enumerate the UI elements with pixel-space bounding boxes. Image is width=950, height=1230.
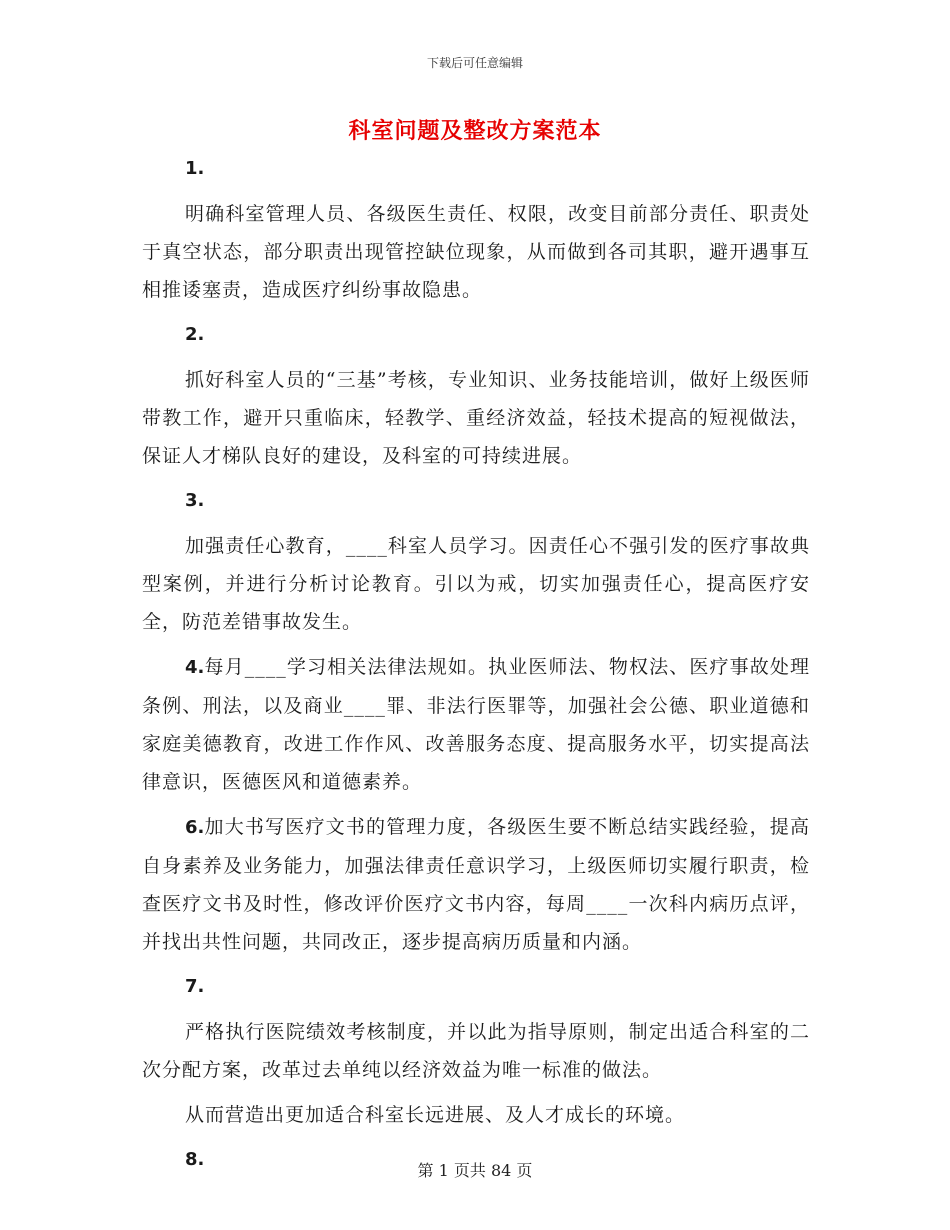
paragraph-6-text: 加大书写医疗文书的管理力度，各级医生要不断总结实践经验，提高自身素养及业务能力，加强法律责任意识学习，上级医师切实履行职责，检查医疗文书及时性，修改评价医疗文书内容，每周____一次科内病历点评，并找出共性问题，共同改正，逐步提高病历质量和内涵。 — [142, 816, 810, 953]
section-number-6: 6. — [185, 817, 205, 838]
section-number-8: 8. — [185, 1149, 205, 1170]
section-number-7: 7. — [185, 976, 205, 997]
paragraph-6 — [142, 808, 810, 961]
page-number: 第 1 页共 84 页 — [417, 1161, 533, 1180]
paragraph-7a: 严格执行医院绩效考核制度，并以此为指导原则，制定出适合科室的二次分配方案，改革过去单纯以经济效益为唯一标准的做法。 — [142, 1021, 810, 1081]
paragraph-3: 加强责任心教育，____科室人员学习。因责任心不强引发的医疗事故典型案例，并进行分析讨论教育。引以为戒，切实加强责任心，提高医疗安全，防范差错事故发生。 — [142, 535, 810, 633]
paragraph-7b: 从而营造出更加适合科室长远进展、及人才成长的环境。 — [185, 1104, 686, 1126]
page-header-note: 下载后可任意编辑 — [426, 56, 523, 70]
paragraph-1: 明确科室管理人员、各级医生责任、权限，改变目前部分责任、职责处于真空状态，部分职责出现管控缺位现象，从而做到各司其职，避开遇事互相推诿塞责，造成医疗纠纷事故隐患。 — [142, 203, 810, 301]
paragraph-2: 抓好科室人员的“三基”考核，专业知识、业务技能培训，做好上级医师带教工作，避开只重临床，轻教学、重经济效益，轻技术提高的短视做法，保证人才梯队良好的建设，及科室的可持续进展。 — [142, 369, 810, 467]
section-number-2: 2. — [185, 324, 205, 345]
document-title: 科室问题及整改方案范本 — [348, 118, 602, 144]
section-number-3: 3. — [185, 490, 205, 511]
document-body — [142, 150, 810, 1186]
section-number-4: 4. — [185, 657, 205, 678]
section-number-1: 1. — [185, 158, 205, 179]
paragraph-4-text: 每月____学习相关法律法规如。执业医师法、物权法、医疗事故处理条例、刑法，以及商业____罪、非法行医罪等，加强社会公德、职业道德和家庭美德教育，改进工作作风、改善服务态度、提高服务水平，切实提高法律意识，医德医风和道德素养。 — [142, 656, 810, 793]
paragraph-4 — [142, 648, 810, 801]
